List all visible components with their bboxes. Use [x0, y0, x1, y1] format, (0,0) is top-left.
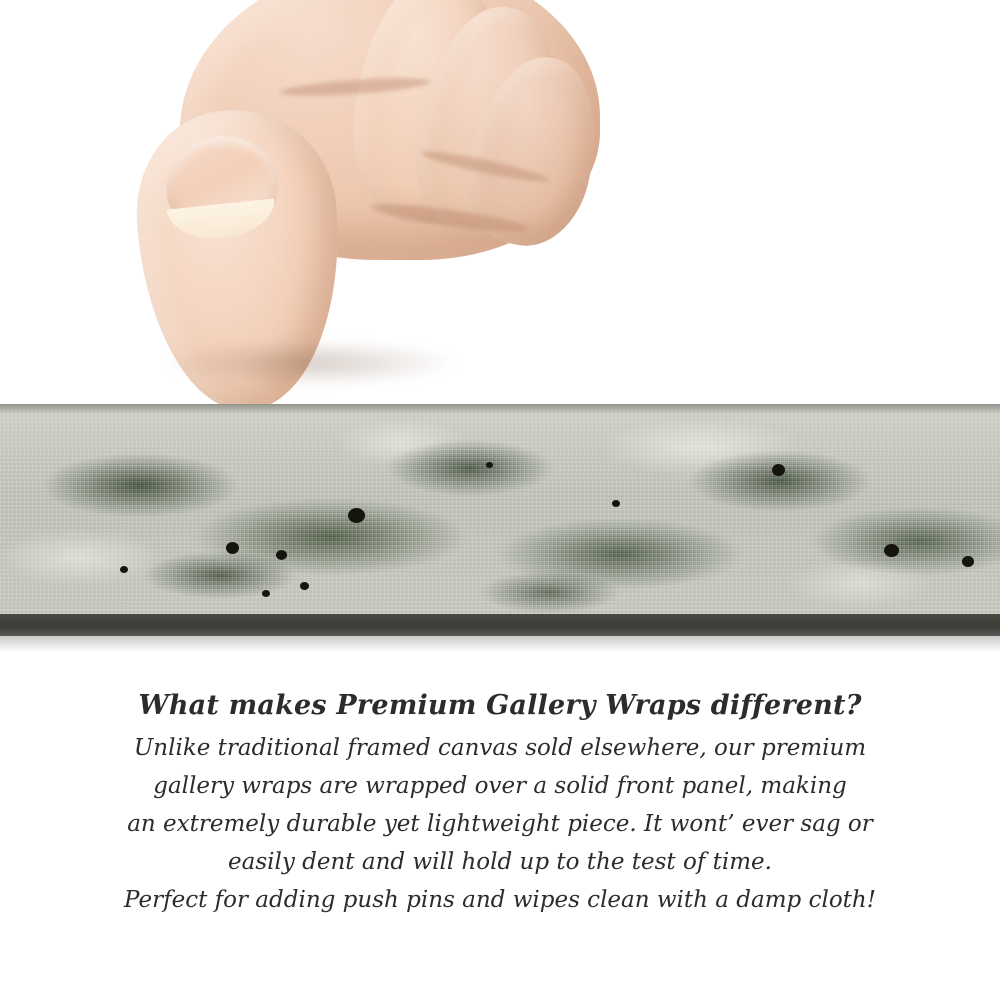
caption-line: Perfect for adding push pins and wipes clean with a damp cloth! — [124, 887, 876, 913]
surface-speck — [348, 508, 365, 523]
surface-speck — [276, 550, 287, 560]
canvas-bottom-edge — [0, 614, 1000, 636]
hand-pressing-thumb — [120, 0, 600, 430]
surface-speck — [300, 582, 309, 590]
surface-speck — [612, 500, 620, 507]
caption-line: Unlike traditional framed canvas sold elsewhere, our premium — [133, 735, 867, 761]
canvas-top-shadow — [0, 404, 1000, 414]
surface-speck — [962, 556, 974, 567]
caption-body — [0, 729, 1000, 919]
canvas-wrap-edge — [0, 404, 1000, 618]
surface-speck — [884, 544, 899, 557]
caption-block — [0, 690, 1000, 919]
surface-speck — [120, 566, 128, 573]
caption-line: easily dent and will hold up to the test of time. — [228, 849, 772, 875]
surface-speck — [262, 590, 270, 597]
surface-speck — [772, 464, 785, 476]
caption-heading: What makes Premium Gallery Wraps different? — [138, 690, 862, 721]
canvas-weave-texture — [0, 404, 1000, 618]
surface-speck — [226, 542, 239, 554]
caption-line: an extremely durable yet lightweight piece. It wont’ ever sag or — [127, 811, 873, 837]
caption-line: gallery wraps are wrapped over a solid front panel, making — [153, 773, 847, 799]
surface-speck — [486, 462, 493, 468]
hand-shadow — [160, 340, 460, 386]
